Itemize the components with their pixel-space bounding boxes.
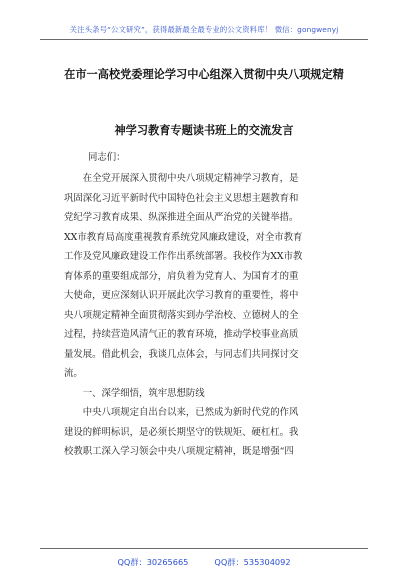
body-line: 中央八项规定自出台以来，已然成为新时代党的作风 [64,407,299,418]
body-line: 过程，持续营造风清气正的教育环境，推动学校事业高质 [64,329,299,340]
body-line: 工作及党风廉政建设工作作出系统部署。我校作为XX市教 [64,251,303,262]
qq-group-left: QQ群：30265665 [117,557,189,567]
document-title-line-2: 神学习教育专题读书班上的交流发言 [114,124,294,137]
body-line: 量发展。借此机会，我谈几点体会，与同志们共同探讨交 [64,348,299,360]
body-line: 大使命，更应深刻认识开展此次学习教育的重要性，将中 [64,290,299,301]
banner-divider [40,39,368,40]
qq-group-right: QQ群：535304092 [214,557,291,567]
body-line: 建设的鲜明标识，是必须长期坚守的铁规矩、硬杠杠。我 [64,426,299,438]
body-line: 央八项规定精神全面贯彻落实到办学治校、立德树人的全 [64,309,299,321]
body-line: 在全党开展深入贯彻中央八项规定精神学习教育，是 [64,173,299,184]
top-banner [0,0,408,40]
body-line: 党纪学习教育成果、纵深推进全面从严治党的关键举措。 [64,212,299,223]
body-line: 巩固深化习近平新时代中国特色社会主义思想主题教育和 [64,192,299,204]
section-heading: 一、深学细悟，筑牢思想防线 [64,387,205,399]
body-line: 育体系的重要组成部分，肩负着为党育人、为国育才的重 [64,270,299,282]
salutation: 同志们： [88,152,126,163]
footer-contact [0,557,408,568]
footer [0,548,408,580]
footer-divider [40,548,368,549]
body-line: 校教职工深入学习领会中央八项规定精神，既是增强“四 [64,446,294,457]
body-line: 流。 [64,368,83,379]
body-line: XX市教育局高度重视教育系统党风廉政建设，对全市教育 [64,231,303,243]
banner-text: 关注头条号“公文研究”，获得最新最全最专业的公文资料库！ 微信：gongwenyj [69,25,339,34]
document-body [64,169,364,462]
document-title-line-1: 在市一高校党委理论学习中心组深入贯彻中央八项规定精 [64,68,344,81]
